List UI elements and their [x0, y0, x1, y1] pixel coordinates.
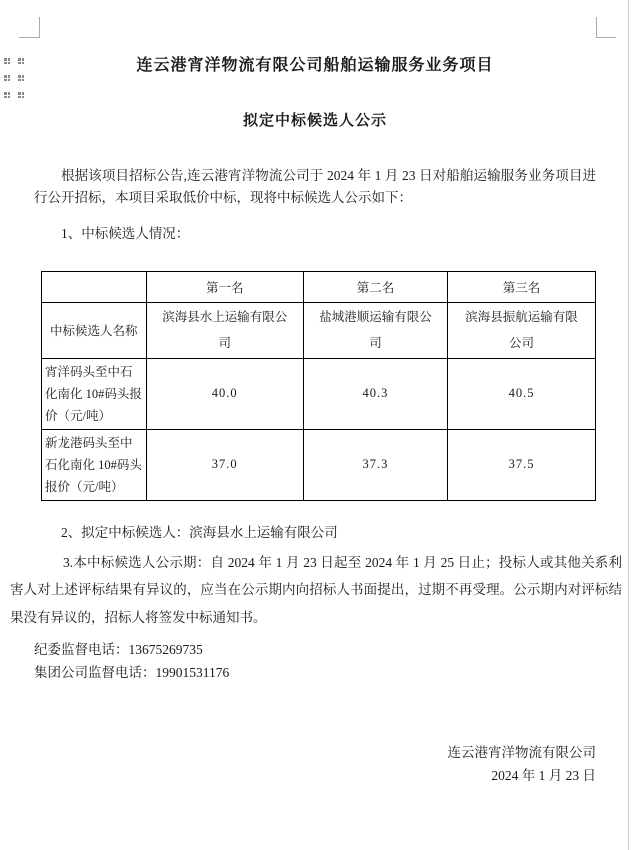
group-company-phone: 集团公司监督电话：19901531176	[34, 665, 230, 680]
table-row-price-xiaoyang	[42, 358, 596, 429]
table-header-third-place: 第三名	[448, 271, 596, 302]
row-label-cell: 新龙港码头至中石化南化 10#码头报价（元/吨）	[42, 429, 147, 500]
price-cell: 40.3	[303, 358, 447, 429]
candidate-name-cell: 滨海县振航运输有限公司	[448, 302, 596, 358]
drag-handle-icon[interactable]	[4, 58, 24, 98]
candidate-name-cell: 滨海县水上运输有限公司	[146, 302, 303, 358]
crop-mark-top-right	[596, 17, 597, 38]
signature-block	[34, 741, 596, 787]
table-header-row	[42, 271, 596, 302]
candidate-name-cell: 盐城港顺运输有限公司	[303, 302, 447, 358]
table-row-price-xinlonggang	[42, 429, 596, 500]
drag-handle-dot	[4, 75, 10, 81]
price-cell: 37.0	[146, 429, 303, 500]
bid-candidates-table	[41, 271, 596, 501]
table-header-first-place: 第一名	[146, 271, 303, 302]
list-item-candidates-heading: 1、中标候选人情况：	[61, 225, 190, 241]
drag-handle-dot	[18, 58, 24, 64]
drag-handle-dot	[4, 92, 10, 98]
document-subtitle: 拟定中标候选人公示	[242, 113, 387, 129]
table-header-second-place: 第二名	[303, 271, 447, 302]
list-item-publicity-period: 3.本中标候选人公示期：自 2024 年 1 月 23 日起至 2024 年 1 月 25 日止；投标人或其他关系利害人对上述评标结果有异议的，应当在公示期内向招标人书面提出，过期不再受理。公示期内对评标结果没有异议的，招标人将签发中标通知书。	[10, 554, 622, 625]
price-cell: 40.5	[448, 358, 596, 429]
supervision-contacts	[34, 638, 596, 684]
row-label-cell: 宵洋码头至中石化南化 10#码头报价（元/吨）	[42, 358, 147, 429]
drag-handle-dot	[18, 92, 24, 98]
table-row-candidate-names	[42, 302, 596, 358]
drag-handle-dot	[18, 75, 24, 81]
price-cell: 40.0	[146, 358, 303, 429]
intro-paragraph: 根据该项目招标公告,连云港宵洋物流公司于 2024 年 1 月 23 日对船舶运输服务业务项目进行公开招标，本项目采取低价中标，现将中标候选人公示如下：	[34, 168, 596, 205]
discipline-committee-phone: 纪委监督电话：13675269735	[34, 642, 203, 657]
crop-mark-top-right	[596, 37, 616, 38]
document-content	[10, 0, 622, 787]
list-item-proposed-winner: 2、拟定中标候选人：滨海县水上运输有限公司	[61, 524, 338, 540]
page-edge-line	[628, 0, 629, 850]
drag-handle-dot	[4, 58, 10, 64]
price-cell: 37.3	[303, 429, 447, 500]
signature-date: 2024 年 1 月 23 日	[491, 768, 596, 783]
price-cell: 37.5	[448, 429, 596, 500]
signature-company: 连云港宵洋物流有限公司	[447, 745, 596, 760]
document-title: 连云港宵洋物流有限公司船舶运输服务业务项目	[136, 57, 494, 74]
row-label-cell: 中标候选人名称	[42, 302, 147, 358]
table-corner-cell	[42, 271, 147, 302]
